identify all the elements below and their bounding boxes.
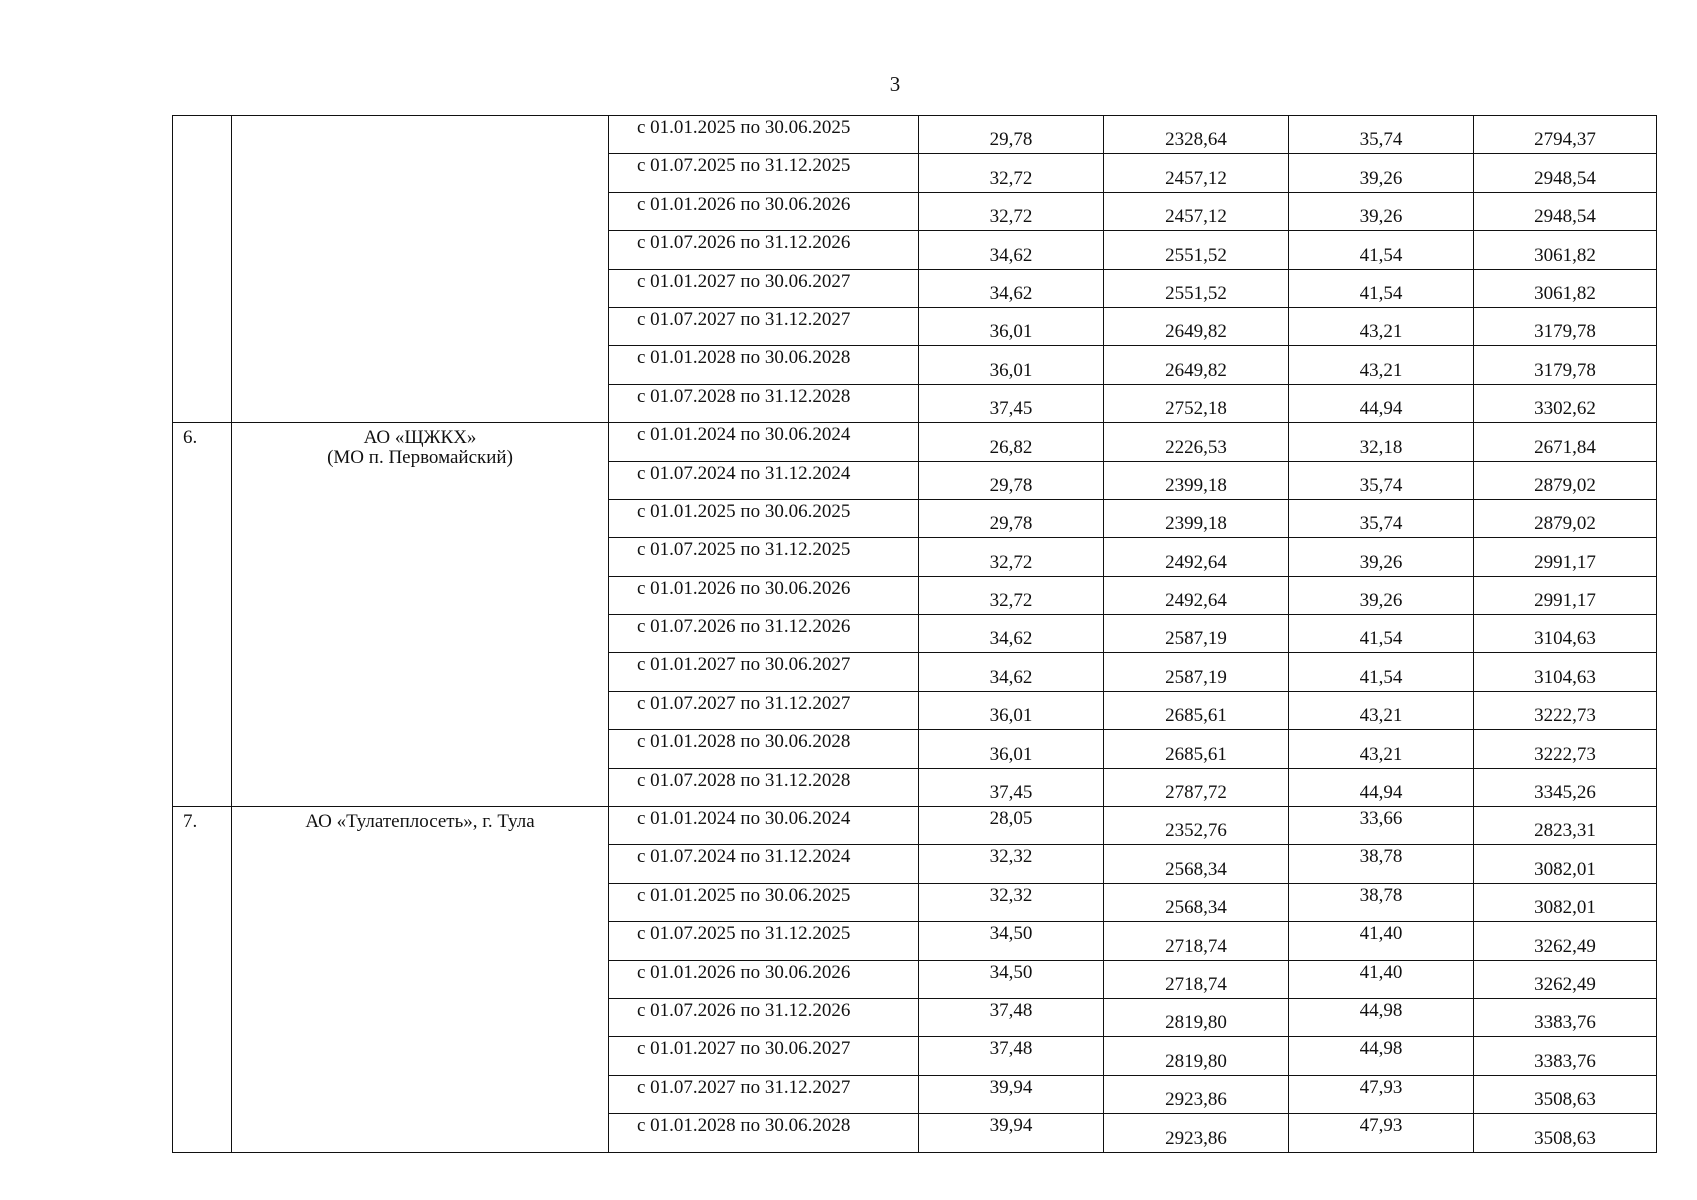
period-cell: с 01.01.2025 по 30.06.2025 [609,499,919,537]
tariff-value-cell-v3: 39,26 [1289,154,1474,192]
tariff-value-cell-v1: 28,05 [919,807,1104,845]
tariff-value-cell-v4: 3222,73 [1474,730,1657,768]
organization-cell [232,423,609,807]
tariff-value-cell-v4: 3179,78 [1474,307,1657,345]
tariff-value-cell-v1: 37,45 [919,768,1104,806]
period-cell: с 01.01.2024 по 30.06.2024 [609,807,919,845]
period-cell: с 01.01.2026 по 30.06.2026 [609,192,919,230]
tariff-value-cell-v2: 2718,74 [1104,960,1289,998]
tariff-value-cell-v4: 2794,37 [1474,116,1657,154]
tariff-value-cell-v4: 2823,31 [1474,807,1657,845]
tariff-value-cell-v1: 26,82 [919,423,1104,461]
tariff-value-cell-v3: 39,26 [1289,192,1474,230]
tariff-value-cell-v3: 44,98 [1289,998,1474,1036]
tariff-value-cell-v1: 39,94 [919,1114,1104,1152]
tariff-value-cell-v4: 3104,63 [1474,653,1657,691]
tariff-value-cell-v2: 2568,34 [1104,845,1289,883]
period-cell: с 01.01.2027 по 30.06.2027 [609,653,919,691]
tariff-value-cell-v1: 29,78 [919,499,1104,537]
period-cell: с 01.07.2024 по 31.12.2024 [609,461,919,499]
tariff-value-cell-v2: 2649,82 [1104,346,1289,384]
period-cell: с 01.07.2024 по 31.12.2024 [609,845,919,883]
tariff-value-cell-v3: 35,74 [1289,461,1474,499]
period-cell: с 01.07.2028 по 31.12.2028 [609,768,919,806]
tariff-value-cell-v4: 3222,73 [1474,691,1657,729]
period-cell: с 01.01.2028 по 30.06.2028 [609,346,919,384]
tariff-value-cell-v2: 2923,86 [1104,1114,1289,1152]
tariff-value-cell-v4: 3302,62 [1474,384,1657,422]
tariff-value-cell-v2: 2399,18 [1104,461,1289,499]
tariff-value-cell-v1: 34,62 [919,615,1104,653]
tariff-value-cell-v2: 2568,34 [1104,883,1289,921]
tariff-value-cell-v3: 41,54 [1289,615,1474,653]
tariff-value-cell-v4: 3082,01 [1474,845,1657,883]
row-number-cell: 6. [173,423,232,807]
tariff-value-cell-v4: 3383,76 [1474,1037,1657,1075]
tariff-value-cell-v1: 34,62 [919,653,1104,691]
tariff-value-cell-v3: 44,98 [1289,1037,1474,1075]
period-cell: с 01.07.2025 по 31.12.2025 [609,538,919,576]
tariff-value-cell-v3: 43,21 [1289,346,1474,384]
tariff-value-cell-v2: 2551,52 [1104,269,1289,307]
tariff-value-cell-v1: 32,72 [919,154,1104,192]
tariff-value-cell-v3: 33,66 [1289,807,1474,845]
organization-name-line: АО «Тулатеплосеть», г. Тула [305,811,535,833]
page-number: 3 [889,72,901,96]
tariff-value-cell-v2: 2226,53 [1104,423,1289,461]
organization-cell [232,807,609,1153]
tariff-value-cell-v2: 2492,64 [1104,576,1289,614]
period-cell: с 01.07.2028 по 31.12.2028 [609,384,919,422]
organization-cell [232,116,609,423]
tariff-value-cell-v3: 41,40 [1289,922,1474,960]
tariff-value-cell-v2: 2587,19 [1104,653,1289,691]
organization-name-line: АО «ЩЖКХ» [363,427,477,449]
period-cell: с 01.01.2024 по 30.06.2024 [609,423,919,461]
tariff-value-cell-v1: 32,32 [919,845,1104,883]
tariff-value-cell-v2: 2551,52 [1104,231,1289,269]
tariff-value-cell-v1: 32,72 [919,192,1104,230]
tariff-value-cell-v4: 2879,02 [1474,499,1657,537]
tariff-value-cell-v1: 32,32 [919,883,1104,921]
period-cell: с 01.01.2027 по 30.06.2027 [609,1037,919,1075]
tariff-value-cell-v3: 41,54 [1289,231,1474,269]
tariff-value-cell-v1: 34,62 [919,269,1104,307]
tariff-value-cell-v3: 47,93 [1289,1075,1474,1113]
tariff-value-cell-v4: 3104,63 [1474,615,1657,653]
tariff-value-cell-v2: 2819,80 [1104,998,1289,1036]
tariff-value-cell-v1: 29,78 [919,116,1104,154]
tariff-value-cell-v2: 2492,64 [1104,538,1289,576]
tariff-value-cell-v3: 44,94 [1289,384,1474,422]
period-cell: с 01.07.2027 по 31.12.2027 [609,691,919,729]
row-number-cell: 7. [173,807,232,1153]
tariff-value-cell-v4: 2991,17 [1474,576,1657,614]
tariff-value-cell-v4: 3345,26 [1474,768,1657,806]
tariff-value-cell-v2: 2328,64 [1104,116,1289,154]
tariff-table-body [173,116,1657,1153]
tariff-value-cell-v3: 35,74 [1289,499,1474,537]
period-cell: с 01.01.2027 по 30.06.2027 [609,269,919,307]
tariff-value-cell-v4: 2671,84 [1474,423,1657,461]
tariff-value-cell-v2: 2457,12 [1104,154,1289,192]
tariff-value-cell-v4: 2991,17 [1474,538,1657,576]
tariff-value-cell-v2: 2752,18 [1104,384,1289,422]
tariff-value-cell-v4: 3061,82 [1474,269,1657,307]
tariff-value-cell-v1: 34,50 [919,922,1104,960]
tariff-value-cell-v4: 3262,49 [1474,922,1657,960]
tariff-value-cell-v3: 39,26 [1289,576,1474,614]
period-cell: с 01.07.2025 по 31.12.2025 [609,154,919,192]
tariff-value-cell-v1: 34,50 [919,960,1104,998]
tariff-value-cell-v2: 2352,76 [1104,807,1289,845]
tariff-value-cell-v4: 3508,63 [1474,1114,1657,1152]
table-row [173,423,1657,461]
period-cell: с 01.07.2025 по 31.12.2025 [609,922,919,960]
tariff-value-cell-v2: 2787,72 [1104,768,1289,806]
period-cell: с 01.01.2026 по 30.06.2026 [609,960,919,998]
tariff-value-cell-v3: 35,74 [1289,116,1474,154]
tariff-value-cell-v1: 36,01 [919,307,1104,345]
tariff-value-cell-v2: 2718,74 [1104,922,1289,960]
tariff-value-cell-v3: 43,21 [1289,307,1474,345]
tariff-value-cell-v2: 2923,86 [1104,1075,1289,1113]
tariff-value-cell-v3: 38,78 [1289,845,1474,883]
organization-name-line: (МО п. Первомайский) [327,447,513,469]
tariff-value-cell-v2: 2587,19 [1104,615,1289,653]
tariff-value-cell-v3: 39,26 [1289,538,1474,576]
tariff-value-cell-v1: 36,01 [919,691,1104,729]
tariff-value-cell-v4: 3262,49 [1474,960,1657,998]
tariff-value-cell-v2: 2457,12 [1104,192,1289,230]
tariff-value-cell-v3: 43,21 [1289,691,1474,729]
tariff-value-cell-v1: 36,01 [919,730,1104,768]
tariff-value-cell-v3: 41,40 [1289,960,1474,998]
tariff-value-cell-v4: 2879,02 [1474,461,1657,499]
period-cell: с 01.01.2025 по 30.06.2025 [609,883,919,921]
tariff-value-cell-v2: 2399,18 [1104,499,1289,537]
tariff-value-cell-v1: 37,48 [919,998,1104,1036]
period-cell: с 01.07.2027 по 31.12.2027 [609,307,919,345]
tariff-value-cell-v3: 44,94 [1289,768,1474,806]
period-cell: с 01.07.2026 по 31.12.2026 [609,615,919,653]
period-cell: с 01.07.2026 по 31.12.2026 [609,998,919,1036]
period-cell: с 01.07.2026 по 31.12.2026 [609,231,919,269]
tariff-value-cell-v1: 32,72 [919,576,1104,614]
tariff-value-cell-v1: 34,62 [919,231,1104,269]
tariff-value-cell-v2: 2685,61 [1104,730,1289,768]
tariff-value-cell-v4: 3179,78 [1474,346,1657,384]
tariff-value-cell-v3: 32,18 [1289,423,1474,461]
tariff-value-cell-v4: 2948,54 [1474,192,1657,230]
tariff-value-cell-v3: 41,54 [1289,653,1474,691]
period-cell: с 01.01.2028 по 30.06.2028 [609,1114,919,1152]
tariff-value-cell-v3: 38,78 [1289,883,1474,921]
tariff-value-cell-v1: 32,72 [919,538,1104,576]
row-number-cell [173,116,232,423]
period-cell: с 01.01.2025 по 30.06.2025 [609,116,919,154]
tariff-value-cell-v1: 39,94 [919,1075,1104,1113]
tariff-value-cell-v2: 2649,82 [1104,307,1289,345]
tariff-value-cell-v2: 2685,61 [1104,691,1289,729]
tariff-value-cell-v3: 41,54 [1289,269,1474,307]
tariff-value-cell-v1: 36,01 [919,346,1104,384]
tariff-value-cell-v1: 29,78 [919,461,1104,499]
tariff-value-cell-v4: 3383,76 [1474,998,1657,1036]
tariff-value-cell-v4: 3061,82 [1474,231,1657,269]
table-row [173,116,1657,154]
period-cell: с 01.01.2026 по 30.06.2026 [609,576,919,614]
tariff-value-cell-v4: 3508,63 [1474,1075,1657,1113]
tariff-value-cell-v3: 43,21 [1289,730,1474,768]
tariff-value-cell-v2: 2819,80 [1104,1037,1289,1075]
tariff-value-cell-v1: 37,48 [919,1037,1104,1075]
tariff-value-cell-v4: 2948,54 [1474,154,1657,192]
tariff-value-cell-v3: 47,93 [1289,1114,1474,1152]
tariff-value-cell-v1: 37,45 [919,384,1104,422]
period-cell: с 01.01.2028 по 30.06.2028 [609,730,919,768]
tariff-value-cell-v4: 3082,01 [1474,883,1657,921]
table-row [173,807,1657,845]
period-cell: с 01.07.2027 по 31.12.2027 [609,1075,919,1113]
tariff-table [172,115,1657,1153]
